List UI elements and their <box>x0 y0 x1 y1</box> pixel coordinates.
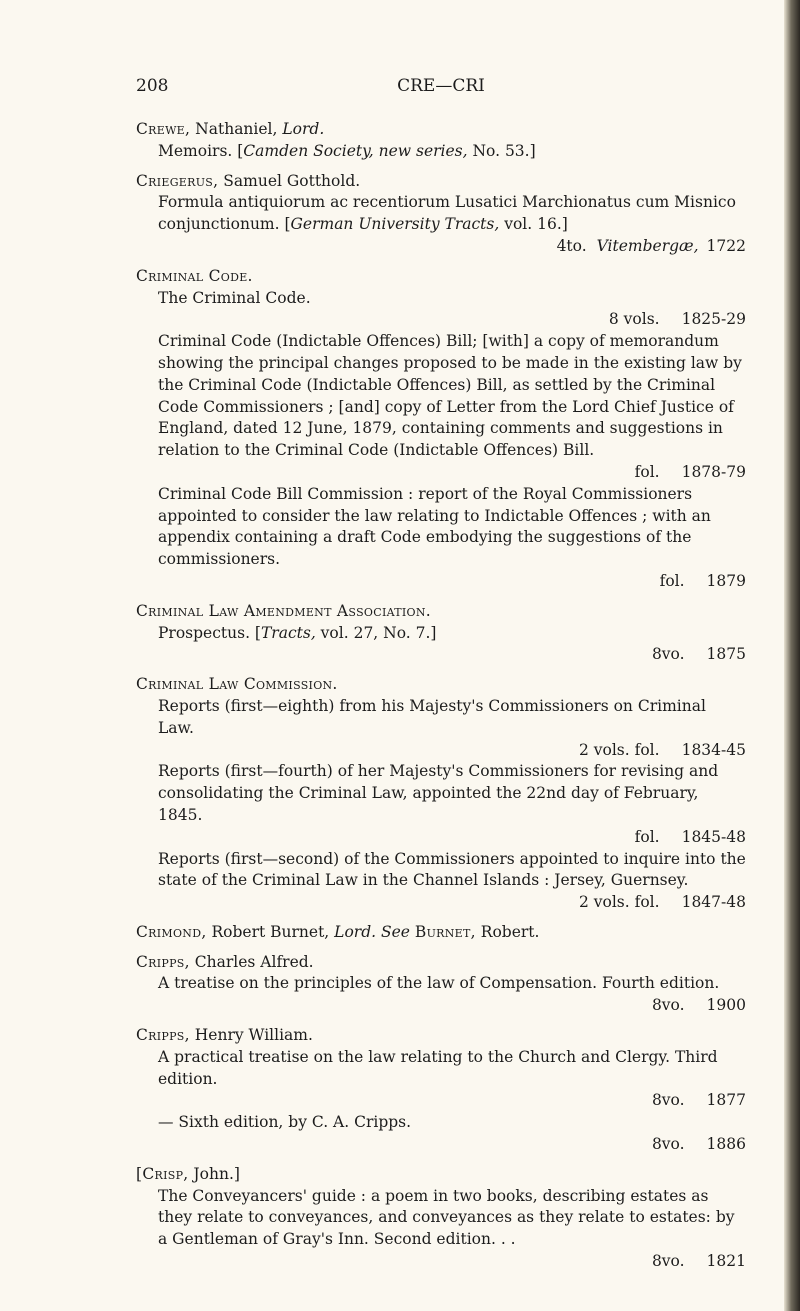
heading-name: Crimond, <box>136 922 207 941</box>
item-imprint <box>136 462 746 484</box>
item-date: 1722 <box>706 236 746 255</box>
item-imprint <box>136 740 746 762</box>
item-format: fol. <box>634 827 660 846</box>
item-date: 1877 <box>706 1091 746 1110</box>
catalogue-entry <box>136 922 746 944</box>
item-format: 8 vols. <box>608 310 660 329</box>
catalogue-entry <box>136 1025 746 1156</box>
entry-item <box>136 696 746 740</box>
entry-heading <box>136 119 746 141</box>
item-date: 1834-45 <box>681 740 746 759</box>
entry-heading <box>136 601 746 623</box>
item-place: Vitembergæ, <box>596 236 699 255</box>
entry-item <box>136 288 746 310</box>
catalogue-entry <box>136 119 746 163</box>
running-header <box>136 76 746 102</box>
item-series-rest: No. 53.] <box>467 141 536 160</box>
item-imprint <box>136 571 746 593</box>
entry-heading <box>136 1164 746 1186</box>
running-head: CRE—CRI <box>397 76 485 96</box>
item-text: Prospectus. [ <box>158 623 261 642</box>
item-series-rest: vol. 16.] <box>499 215 568 234</box>
entry-item <box>136 331 746 462</box>
entry-item <box>136 1112 746 1134</box>
item-format: 8vo. <box>651 1252 685 1271</box>
item-date: 1878-79 <box>681 462 746 481</box>
heading-title: Lord. <box>282 120 325 138</box>
item-text: Formula antiquiorum ac recentiorum Lusatici Marchionatus cum Misnico conjunctionum. [ <box>158 193 736 234</box>
item-text: Criminal Code (Indictable Offences) Bill; [with] a copy of memorandum showing the principal changes proposed to be made in the existing law by the Criminal Code (Indictable Offences) Bill, as settled by the Criminal Code Commissioners ; [and] copy of Letter from the Lord Chief Justice of England, dated 12 June, 1879, containing comments and suggestions in relation to the Criminal Code (Indictable Offences) Bill. <box>158 332 742 460</box>
item-series: Camden Society, new series, <box>243 141 468 160</box>
catalogue-entry <box>136 1164 746 1273</box>
item-imprint <box>136 644 746 666</box>
catalogue-entry <box>136 674 746 914</box>
heading-rest: Henry William. <box>189 1026 313 1045</box>
item-imprint <box>136 309 746 331</box>
heading-name: Criminal Law Commission. <box>136 675 338 694</box>
item-format: 2 vols. fol. <box>578 893 660 912</box>
item-text: A practical treatise on the law relating to the Church and Clergy. Third edition. <box>158 1047 718 1088</box>
item-format: 2 vols. fol. <box>578 740 660 759</box>
item-date: 1886 <box>706 1135 746 1154</box>
see-reference: See <box>376 922 415 941</box>
item-format: 8vo. <box>651 1091 685 1110</box>
item-text: Criminal Code Bill Commission : report of the Royal Commissioners appointed to consider the law relating to Indictable Offences ; with an appendix containing a draft Code embodying the suggestions of the commissioners. <box>158 484 711 569</box>
entry-item <box>136 761 746 826</box>
item-text: The Criminal Code. <box>158 288 311 307</box>
item-text: Reports (first—eighth) from his Majesty's Commissioners on Criminal Law. <box>158 696 706 737</box>
catalogue-entry <box>136 171 746 258</box>
item-format: 8vo. <box>651 1135 685 1154</box>
entry-item <box>136 484 746 571</box>
heading-title: Lord. <box>334 922 377 941</box>
item-format: 4to. <box>556 236 587 255</box>
entry-item <box>136 973 746 995</box>
item-imprint <box>136 1090 746 1112</box>
heading-name: Cripps, <box>136 952 190 971</box>
item-text: Memoirs. [ <box>158 141 244 160</box>
heading-rest: Charles Alfred. <box>189 952 314 971</box>
item-series: Tracts, <box>260 623 316 642</box>
item-text: — Sixth edition, by C. A. Cripps. <box>158 1113 412 1132</box>
catalogue-entry <box>136 601 746 666</box>
see-rest: Robert. <box>475 922 540 941</box>
entry-heading <box>136 171 746 193</box>
item-date: 1845-48 <box>681 827 746 846</box>
heading-name: Criminal Law Amendment Association. <box>136 601 431 620</box>
entry-item <box>136 141 746 163</box>
page-number: 208 <box>136 76 169 96</box>
item-format: 8vo. <box>651 645 685 664</box>
heading-rest: Samuel Gotthold. <box>218 171 361 190</box>
item-imprint <box>136 1251 746 1273</box>
entry-item <box>136 1047 746 1091</box>
item-imprint <box>136 827 746 849</box>
item-imprint <box>136 892 746 914</box>
item-date: 1900 <box>706 996 746 1015</box>
item-format: fol. <box>659 571 685 590</box>
entry-item <box>136 1186 746 1251</box>
item-date: 1875 <box>706 645 746 664</box>
item-text: The Conveyancers' guide : a poem in two books, describing estates as they relate to conveyances, and conveyances as they relate to estates: by a Gentleman of Gray's Inn. Second edition. . . <box>158 1186 735 1249</box>
item-imprint <box>136 236 746 258</box>
see-name: Burnet, <box>414 922 476 941</box>
entry-heading <box>136 922 746 944</box>
item-text: Reports (first—second) of the Commissioners appointed to inquire into the state of the Criminal Law in the Channel Islands : Jersey, Guernsey. <box>158 849 746 890</box>
entry-heading <box>136 1025 746 1047</box>
heading-name: [Crisp, <box>136 1164 189 1183</box>
heading-name: Cripps, <box>136 1026 190 1045</box>
catalogue-entry <box>136 952 746 1017</box>
item-text: A treatise on the principles of the law of Compensation. Fourth edition. <box>158 974 720 993</box>
entry-item <box>136 849 746 893</box>
heading-name: Criegerus, <box>136 171 219 190</box>
heading-rest: Nathaniel, <box>190 120 283 138</box>
heading-name: Crewe, <box>136 120 191 138</box>
heading-rest: Robert Burnet, <box>206 922 335 941</box>
item-date: 1825-29 <box>681 310 746 329</box>
item-format: fol. <box>634 462 660 481</box>
item-series: German University Tracts, <box>290 215 500 234</box>
item-imprint <box>136 1134 746 1156</box>
item-date: 1879 <box>706 571 746 590</box>
heading-rest: John.] <box>188 1164 240 1183</box>
item-date: 1847-48 <box>681 893 746 912</box>
item-imprint <box>136 995 746 1017</box>
entry-heading <box>136 952 746 974</box>
item-series-rest: vol. 27, No. 7.] <box>315 623 437 642</box>
entry-heading <box>136 266 746 288</box>
item-format: 8vo. <box>651 996 685 1015</box>
heading-name: Criminal Code. <box>136 266 253 285</box>
entry-item <box>136 192 746 236</box>
entry-list <box>136 119 746 1281</box>
entry-heading <box>136 674 746 696</box>
item-date: 1821 <box>706 1252 746 1271</box>
page-edge-shadow <box>784 0 800 1311</box>
catalogue-entry <box>136 266 746 593</box>
item-text: Reports (first—fourth) of her Majesty's Commissioners for revising and consolidating the Criminal Law, appointed the 22nd day of February, 1845. <box>158 762 719 824</box>
entry-item <box>136 623 746 645</box>
